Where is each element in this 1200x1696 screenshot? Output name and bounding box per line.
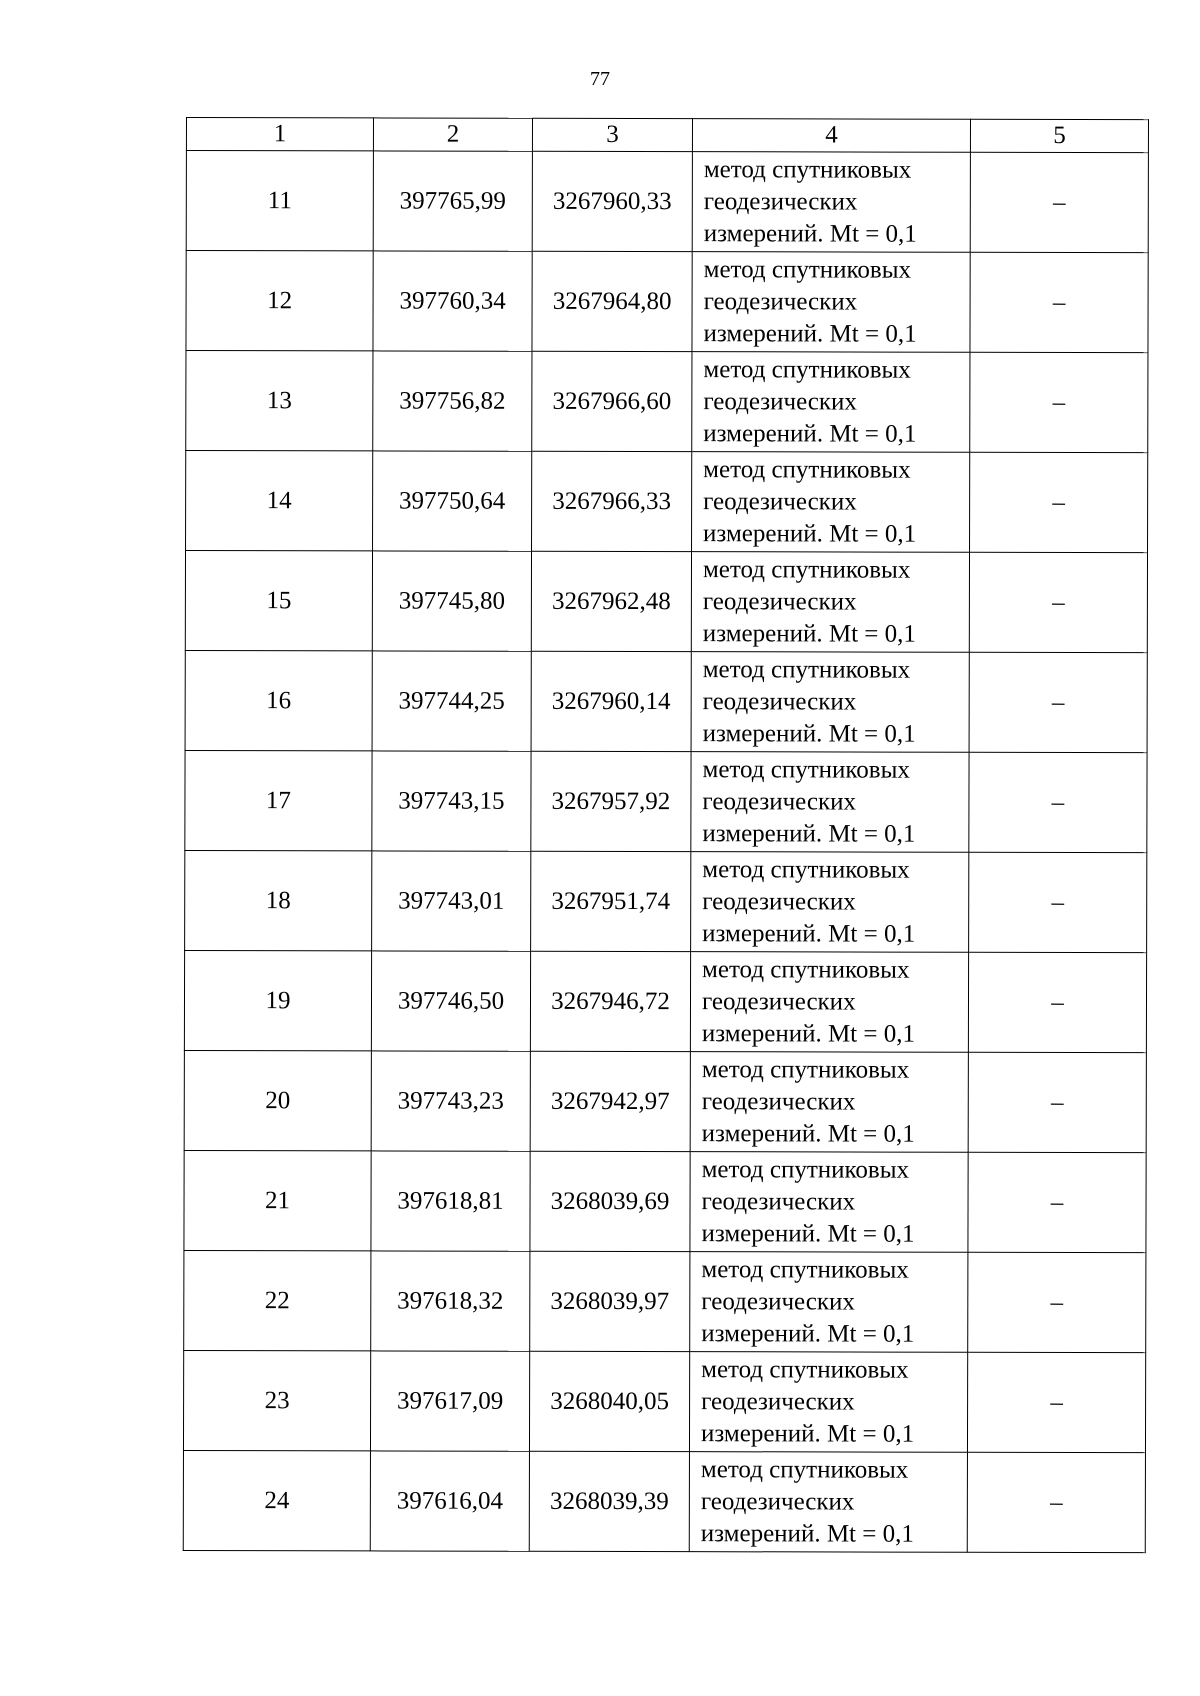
- y-coordinate-cell: 3267962,48: [531, 551, 691, 651]
- header-col-2: 2: [373, 118, 532, 151]
- note-cell: –: [969, 552, 1147, 652]
- method-cell: [691, 652, 969, 753]
- method-cell: [691, 852, 969, 953]
- table-body: [183, 151, 1148, 1553]
- method-line: измерений. Mt = 0,1: [703, 419, 917, 448]
- y-coordinate-cell: 3268040,05: [529, 1351, 689, 1451]
- note-cell: –: [970, 252, 1148, 352]
- x-coordinate-cell: 397760,34: [373, 251, 532, 351]
- x-coordinate-cell: 397743,23: [371, 1051, 530, 1151]
- table-row: [186, 351, 1148, 453]
- method-line: метод спутниковых: [702, 955, 910, 984]
- table-row: [185, 750, 1147, 852]
- method-line: геодезических: [703, 287, 858, 316]
- point-number-cell: 24: [183, 1450, 370, 1550]
- point-number-cell: 12: [186, 251, 373, 351]
- method-line: метод спутниковых: [703, 355, 911, 384]
- table-row: [185, 650, 1147, 752]
- y-coordinate-cell: 3267966,33: [532, 451, 692, 551]
- method-cell: [689, 1452, 967, 1553]
- point-number-cell: 17: [185, 750, 372, 850]
- method-line: метод спутниковых: [701, 1155, 910, 1184]
- note-cell: –: [969, 752, 1147, 852]
- method-line: измерений. Mt = 0,1: [703, 519, 917, 548]
- table-row: [183, 1450, 1145, 1552]
- method-cell: [690, 1252, 968, 1353]
- method-line: геодезических: [701, 1187, 856, 1216]
- method-line: метод спутниковых: [703, 255, 912, 284]
- x-coordinate-cell: 397765,99: [373, 151, 532, 251]
- method-line: метод спутниковых: [703, 455, 911, 484]
- method-cell: [691, 552, 969, 653]
- method-line: геодезических: [703, 387, 857, 416]
- method-line: геодезических: [703, 187, 858, 216]
- point-number-cell: 23: [183, 1350, 370, 1450]
- method-line: измерений. Mt = 0,1: [701, 1219, 915, 1248]
- method-line: геодезических: [701, 1387, 855, 1416]
- note-cell: –: [967, 1352, 1145, 1452]
- point-number-cell: 13: [186, 351, 373, 451]
- table-row: [185, 551, 1147, 653]
- note-cell: –: [970, 452, 1148, 552]
- header-col-3: 3: [532, 118, 692, 151]
- x-coordinate-cell: 397618,32: [371, 1251, 530, 1351]
- note-cell: –: [968, 952, 1146, 1052]
- method-line: измерений. Mt = 0,1: [703, 319, 917, 348]
- table-row: [183, 1350, 1145, 1452]
- table-row: [184, 950, 1146, 1052]
- method-line: измерений. Mt = 0,1: [700, 1519, 914, 1548]
- y-coordinate-cell: 3267966,60: [532, 351, 692, 451]
- method-line: измерений. Mt = 0,1: [701, 1019, 916, 1048]
- table-row: [186, 151, 1148, 253]
- method-line: геодезических: [702, 787, 857, 816]
- method-line: измерений. Mt = 0,1: [701, 1119, 915, 1148]
- x-coordinate-cell: 397743,15: [372, 751, 531, 851]
- y-coordinate-cell: 3267960,14: [531, 651, 691, 751]
- method-line: геодезических: [702, 887, 856, 916]
- point-number-cell: 14: [186, 451, 373, 551]
- note-cell: –: [968, 1252, 1146, 1352]
- point-number-cell: 16: [185, 650, 372, 750]
- point-number-cell: 19: [184, 950, 371, 1050]
- table-row: [186, 251, 1148, 353]
- method-cell: [692, 152, 970, 253]
- note-cell: –: [968, 1052, 1146, 1152]
- y-coordinate-cell: 3267942,97: [530, 1051, 690, 1151]
- method-line: геодезических: [701, 987, 856, 1016]
- note-cell: –: [969, 652, 1147, 752]
- y-coordinate-cell: 3268039,69: [530, 1151, 690, 1251]
- method-line: измерений. Mt = 0,1: [702, 819, 916, 848]
- method-cell: [692, 252, 970, 353]
- method-cell: [690, 1152, 968, 1253]
- x-coordinate-cell: 397743,01: [372, 851, 531, 951]
- method-cell: [692, 352, 970, 453]
- method-cell: [690, 952, 968, 1053]
- method-line: геодезических: [700, 1487, 855, 1516]
- table-row: [185, 850, 1147, 952]
- method-line: измерений. Mt = 0,1: [702, 719, 916, 748]
- table-header: [186, 118, 1148, 153]
- method-line: метод спутниковых: [701, 1055, 910, 1084]
- method-line: метод спутниковых: [702, 655, 911, 684]
- method-line: метод спутниковых: [702, 755, 910, 784]
- point-number-cell: 21: [184, 1150, 371, 1250]
- x-coordinate-cell: 397617,09: [370, 1351, 529, 1451]
- note-cell: –: [970, 152, 1148, 252]
- method-line: геодезических: [703, 487, 857, 516]
- table-row: [184, 1250, 1146, 1352]
- method-line: измерений. Mt = 0,1: [700, 1419, 915, 1448]
- method-line: геодезических: [701, 1087, 856, 1116]
- point-number-cell: 20: [184, 1050, 371, 1150]
- x-coordinate-cell: 397744,25: [372, 651, 531, 751]
- method-cell: [692, 452, 970, 553]
- y-coordinate-cell: 3268039,97: [530, 1251, 690, 1351]
- y-coordinate-cell: 3267946,72: [530, 951, 690, 1051]
- method-line: метод спутниковых: [701, 1355, 909, 1384]
- method-line: метод спутниковых: [703, 155, 912, 184]
- method-line: геодезических: [701, 1287, 855, 1316]
- point-number-cell: 22: [184, 1250, 371, 1350]
- y-coordinate-cell: 3268039,39: [529, 1451, 689, 1551]
- x-coordinate-cell: 397750,64: [373, 451, 532, 551]
- x-coordinate-cell: 397618,81: [371, 1151, 530, 1251]
- table-row: [186, 451, 1148, 553]
- point-number-cell: 11: [186, 151, 373, 251]
- point-number-cell: 15: [185, 551, 372, 651]
- y-coordinate-cell: 3267951,74: [531, 851, 691, 951]
- y-coordinate-cell: 3267964,80: [532, 251, 692, 351]
- method-line: метод спутниковых: [702, 555, 911, 584]
- method-cell: [690, 1052, 968, 1153]
- header-col-1: 1: [186, 118, 373, 151]
- x-coordinate-cell: 397616,04: [370, 1451, 529, 1551]
- x-coordinate-cell: 397745,80: [372, 551, 531, 651]
- method-line: геодезических: [702, 587, 857, 616]
- x-coordinate-cell: 397756,82: [373, 351, 532, 451]
- header-col-5: 5: [970, 119, 1148, 152]
- point-number-cell: 18: [185, 850, 372, 950]
- method-line: геодезических: [702, 687, 857, 716]
- method-line: измерений. Mt = 0,1: [702, 619, 916, 648]
- method-line: измерений. Mt = 0,1: [702, 919, 916, 948]
- method-line: измерений. Mt = 0,1: [703, 219, 917, 248]
- table-row: [184, 1050, 1146, 1152]
- x-coordinate-cell: 397746,50: [371, 951, 530, 1051]
- page-number: 77: [590, 68, 610, 90]
- table-row: [184, 1150, 1146, 1252]
- y-coordinate-cell: 3267957,92: [531, 751, 691, 851]
- method-line: метод спутниковых: [701, 1255, 909, 1284]
- method-line: метод спутниковых: [702, 855, 910, 884]
- note-cell: –: [970, 352, 1148, 452]
- header-row: [186, 118, 1148, 153]
- header-col-4: 4: [692, 119, 970, 153]
- note-cell: –: [969, 852, 1147, 952]
- method-cell: [689, 1352, 967, 1453]
- y-coordinate-cell: 3267960,33: [532, 151, 692, 251]
- note-cell: –: [968, 1152, 1146, 1252]
- method-cell: [691, 752, 969, 853]
- method-line: измерений. Mt = 0,1: [701, 1319, 915, 1348]
- coordinates-table: [183, 117, 1149, 1553]
- method-line: метод спутниковых: [700, 1455, 909, 1484]
- note-cell: –: [967, 1452, 1145, 1552]
